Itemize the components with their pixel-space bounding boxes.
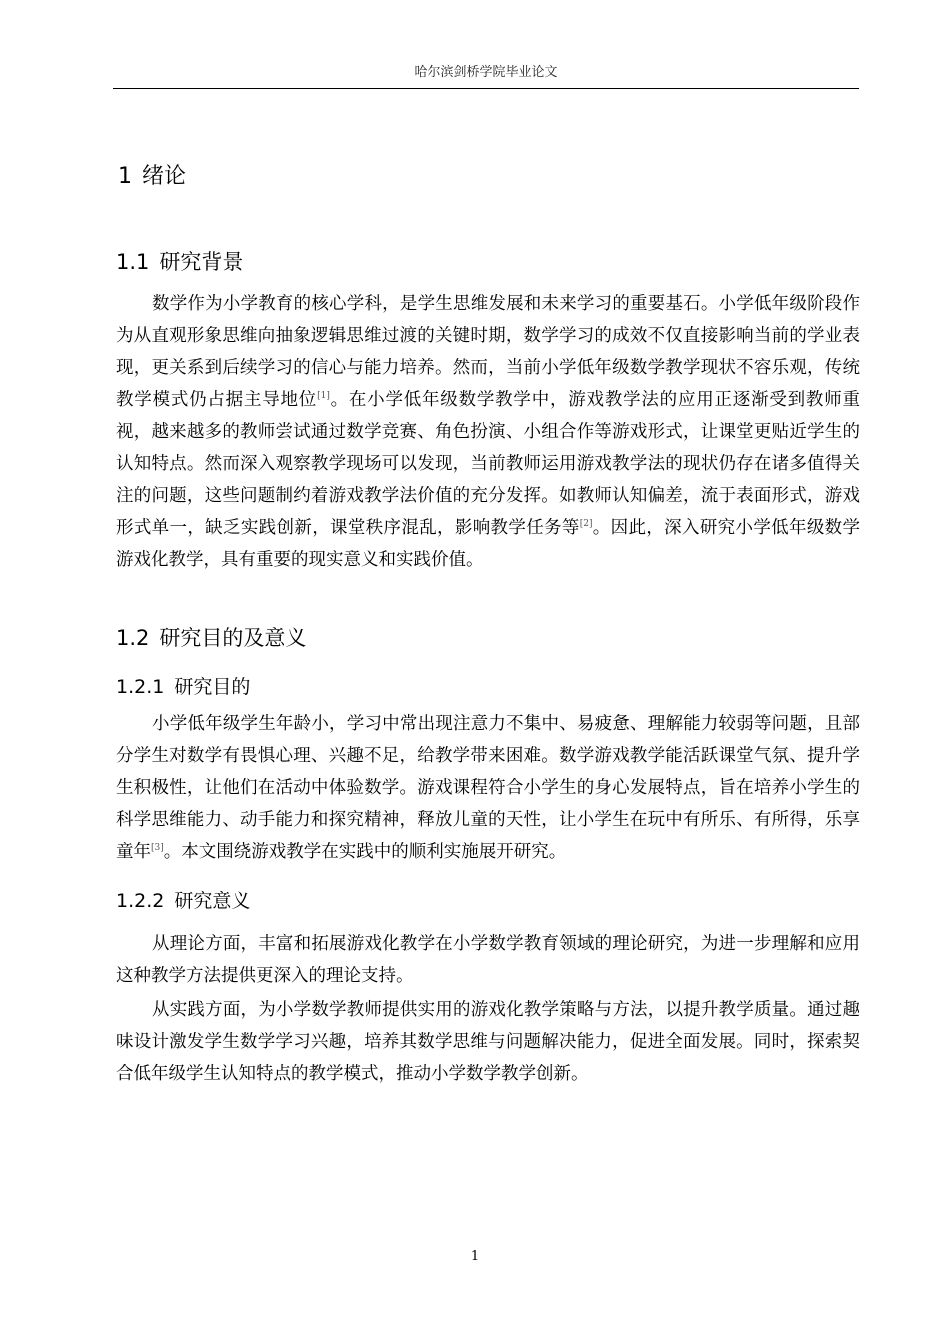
chapter-number: 1 xyxy=(118,164,132,189)
subsection-title: 研究目的 xyxy=(174,676,251,698)
section-title: 研究背景 xyxy=(159,250,244,274)
significance-paragraph-theory: 从理论方面，丰富和拓展游戏化教学在小学数学教育领域的理论研究，为进一步理解和应用这种教学方法提供更深入的理论支持。 xyxy=(116,934,860,986)
subsection-number: 1.2.1 xyxy=(116,676,165,698)
paragraph-text: 数学作为小学教育的核心学科，是学生思维发展和未来学习的重要基石。小学低年级阶段作为从直观形象思维向抽象逻辑思维过渡的关键时期，数学学习的成效不仅直接影响当前的学业表现，更关系到后续学习的信心与能力培养。然而，当前小学低年级数学教学现状不容乐观，传统教学模式仍占据主导地位 xyxy=(116,294,860,410)
paragraph-text: 。本文围绕游戏教学在实践中的顺利实施展开研究。 xyxy=(163,842,567,862)
header-divider xyxy=(113,88,859,89)
section-title: 研究目的及意义 xyxy=(159,626,307,650)
subsection-title: 研究意义 xyxy=(174,890,251,912)
section-number: 1.2 xyxy=(116,626,150,650)
background-paragraph xyxy=(116,288,860,576)
paragraph-text: 。在小学低年级数学教学中，游戏教学法的应用正逐渐受到教师重视，越来越多的教师尝试通过数学竞赛、角色扮演、小组合作等游戏形式，让课堂更贴近学生的认知特点。然而深入观察教学现场可以发现，当前教师运用游戏教学法的现状仍存在诸多值得关注的问题，这些问题制约着游戏教学法价值的充分发挥。如教师认知偏差，流于表面形式，游戏形式单一，缺乏实践创新，课堂秩序混乱，影响教学任务等 xyxy=(116,390,860,538)
significance-paragraph-practice: 从实践方面，为小学数学教师提供实用的游戏化教学策略与方法，以提升教学质量。通过趣味设计激发学生数学学习兴趣，培养其数学思维与问题解决能力，促进全面发展。同时，探索契合低年级学生认知特点的教学模式，推动小学数学教学创新。 xyxy=(116,1000,860,1084)
citation-ref[interactable]: [3] xyxy=(151,843,164,853)
paragraph-text: 。因此，深入研究小学低年级数学游戏化教学，具有重要的现实意义和实践价值。 xyxy=(116,518,860,570)
purpose-paragraph xyxy=(116,708,860,868)
page-header: 哈尔滨剑桥学院毕业论文 xyxy=(414,65,558,80)
section-heading-1-1 xyxy=(116,248,243,276)
subsection-heading-1-2-2 xyxy=(116,888,250,914)
citation-ref[interactable]: [1] xyxy=(317,391,330,401)
page-number: 1 xyxy=(470,1249,480,1264)
subsection-number: 1.2.2 xyxy=(116,890,165,912)
subsection-heading-1-2-1 xyxy=(116,674,250,700)
chapter-heading xyxy=(118,162,186,192)
section-number: 1.1 xyxy=(116,250,150,274)
section-heading-1-2 xyxy=(116,624,306,652)
citation-ref[interactable]: [2] xyxy=(579,519,593,529)
paragraph-text: 小学低年级学生年龄小，学习中常出现注意力不集中、易疲惫、理解能力较弱等问题，且部分学生对数学有畏惧心理、兴趣不足，给教学带来困难。数学游戏教学能活跃课堂气氛、提升学生积极性，让他们在活动中体验数学。游戏课程符合小学生的身心发展特点，旨在培养小学生的科学思维能力、动手能力和探究精神，释放儿童的天性，让小学生在玩中有所乐、有所得，乐享童年 xyxy=(116,714,860,862)
chapter-title: 绪论 xyxy=(142,164,187,189)
